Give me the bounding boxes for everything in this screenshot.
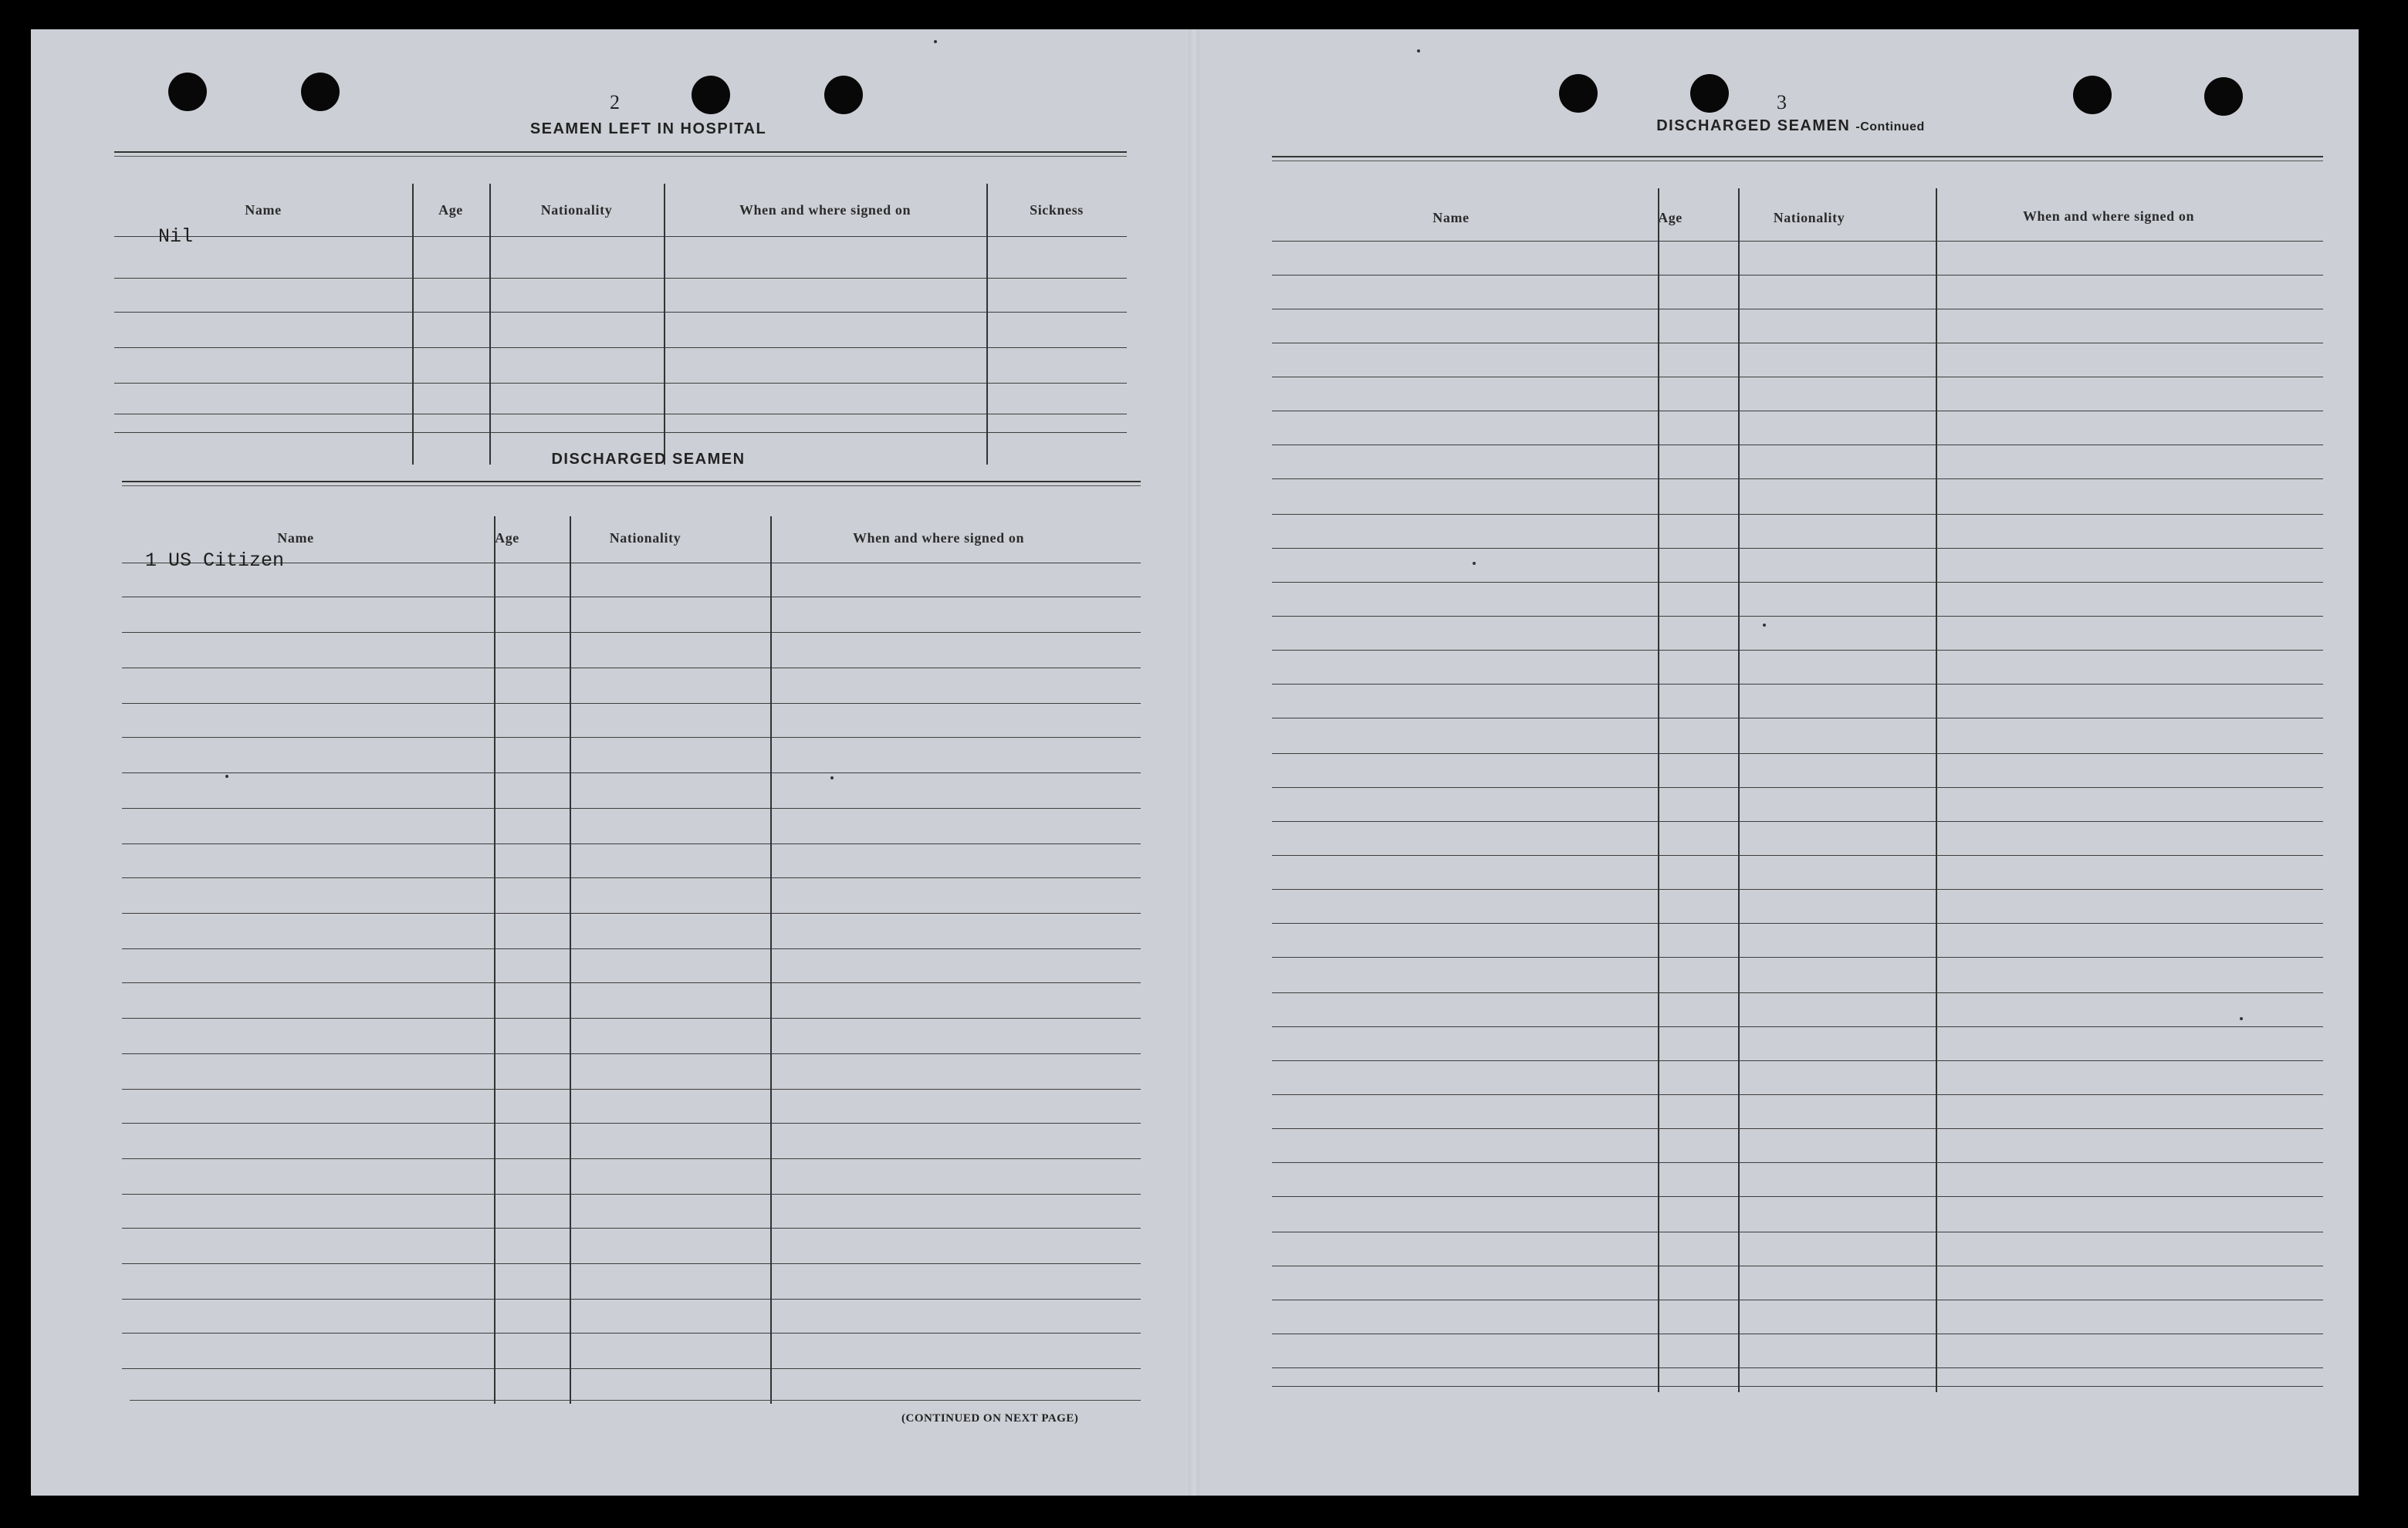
hospital-col-nationality: Nationality [540,202,613,218]
left-bottom-rule [130,1400,1141,1401]
scan-speck [225,775,228,778]
right-page-number: 3 [1777,91,1787,113]
scan-speck [2240,1017,2243,1020]
punch-hole [301,73,340,111]
right-col-name: Name [1432,210,1469,225]
punch-hole [168,73,207,111]
hospital-table [114,151,1127,434]
scan-speck [934,40,937,43]
continued-note: (CONTINUED ON NEXT PAGE) [901,1412,1079,1425]
discharged-table-left [122,481,1141,1407]
right-section-title-main: DISCHARGED SEAMEN [1656,117,1851,134]
hospital-section-title: SEAMEN LEFT IN HOSPITAL [529,120,767,137]
hospital-col-age: Age [438,202,463,218]
punch-hole [824,76,863,114]
punch-hole [2204,77,2243,116]
hospital-col-name: Name [245,202,282,218]
discharged-col-age: Age [495,530,519,546]
page-fold [1189,29,1199,1496]
right-col-nationality: Nationality [1773,210,1845,225]
hospital-col-sickness: Sickness [1030,202,1084,218]
right-section-title [1621,117,1960,135]
punch-hole [2073,76,2112,114]
document-sheet [31,29,2359,1496]
hospital-col-when-where: When and where signed on [739,202,911,218]
discharged-col-nationality: Nationality [609,530,681,546]
punch-hole [1690,74,1729,113]
discharged-entry: 1 US Citizen [145,549,285,572]
hospital-entry: Nil [158,225,194,248]
discharged-table-right [1272,156,2323,1422]
scan-speck [1473,562,1476,565]
scan-speck [1417,49,1420,52]
discharged-col-when-where: When and where signed on [852,530,1025,546]
discharged-col-name: Name [277,530,314,546]
scan-speck [1763,624,1766,627]
right-section-title-suffix: -Continued [1855,120,1925,134]
scan-speck [830,776,834,779]
discharged-section-title: DISCHARGED SEAMEN [551,451,746,468]
right-col-age: Age [1658,210,1683,225]
left-page-number: 2 [610,91,620,113]
right-col-when-where: When and where signed on [2022,208,2195,224]
punch-hole [1559,74,1598,113]
punch-hole [692,76,730,114]
